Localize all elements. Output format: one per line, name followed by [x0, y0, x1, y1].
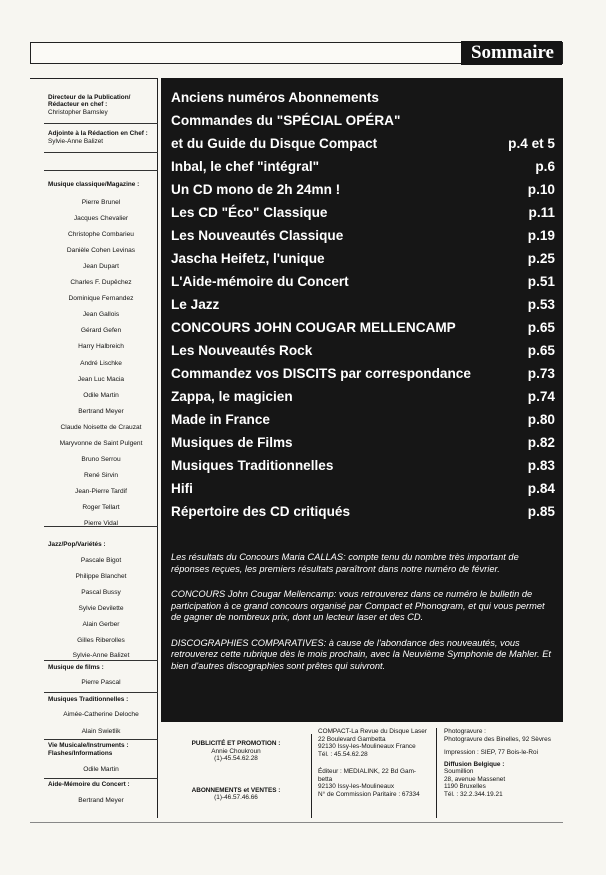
- toc-row: [171, 88, 555, 108]
- staff-sidebar: [30, 78, 158, 818]
- editeur-line: Éditeur : MEDIALINK, 22 Bd Gam-: [318, 768, 417, 775]
- staff-name: Sylvie-Anne Balizet: [72, 652, 130, 660]
- abo-phone: (1)-46.57.46.66: [214, 794, 258, 801]
- staff-name: Gilles Riberolles: [77, 636, 125, 644]
- toc-row: [171, 249, 555, 269]
- staff-name: Charles F. Dupêchez: [70, 279, 132, 287]
- staff-name: Danièle Cohen Levinas: [66, 247, 136, 255]
- staff-name: Gérard Gefen: [80, 327, 122, 335]
- aide-name: Bertrand Meyer: [78, 797, 124, 804]
- editeur-line: betta: [318, 775, 333, 783]
- note-callas: Les résultats du Concours Maria CALLAS: compte tenu du nombre très important de réponses reçues, les premiers résultats paraîtront dans notre numéro de février.: [171, 552, 519, 574]
- staff-name: Pierre Vidal: [84, 520, 118, 527]
- footer-contacts: [161, 734, 312, 818]
- staff-name: Odile Martin: [83, 391, 119, 399]
- films-label: Musique de films :: [48, 664, 104, 671]
- toc-page: p.73: [527, 366, 555, 381]
- diffusion-label: Diffusion Belgique :: [444, 760, 505, 768]
- divider: [44, 778, 158, 779]
- toc-page: p.85: [527, 504, 555, 519]
- footer-publisher: [318, 728, 437, 818]
- toc-title: et du Guide du Disque Compact: [171, 136, 378, 151]
- toc-row: [171, 502, 555, 522]
- toc-row: [171, 203, 555, 223]
- toc-title: Inbal, le chef "intégral": [171, 159, 320, 174]
- adjointe-name: Sylvie-Anne Balizet: [48, 138, 104, 145]
- header-bar: [30, 42, 563, 64]
- adjointe-label: Adjointe à la Rédaction en Chef :: [48, 130, 148, 137]
- editeur-line: N° de Commission Paritaire : 67334: [318, 790, 420, 798]
- toc-row: [171, 341, 555, 361]
- staff-name: Jacques Chevalier: [73, 215, 129, 223]
- toc-title: Commandez vos DISCITS par correspondance: [171, 366, 471, 381]
- vie-label-2: Flashes/Informations: [48, 750, 113, 757]
- divider: [44, 692, 158, 693]
- impression-line: Impression : SIEP, 77 Bois-le-Roi: [444, 749, 539, 756]
- trad-label: Musiques Traditionnelles :: [48, 696, 129, 703]
- toc-title: Le Jazz: [171, 297, 220, 312]
- staff-name: Pascal Bussy: [81, 588, 121, 596]
- photo-line: Photogravure des Binelles, 92 Sèvres: [444, 735, 551, 743]
- toc-page: p.19: [527, 228, 555, 243]
- divider: [44, 123, 158, 124]
- aide-label: Aide-Mémoire du Concert :: [48, 781, 130, 788]
- vie-label: Vie Musicale/Instruments :: [48, 742, 129, 749]
- toc-row: [171, 433, 555, 453]
- toc-row: [171, 134, 555, 154]
- staff-name: Maryvonne de Saint Pulgent: [59, 439, 143, 447]
- toc-title: Les Nouveautés Classique: [171, 228, 344, 243]
- toc-title: Musiques de Films: [171, 435, 293, 450]
- directeur-label: Directeur de la Publication/: [48, 94, 131, 101]
- compact-line: 92130 Issy-les-Moulineaux France: [318, 743, 416, 750]
- staff-name: Pierre Brunel: [81, 199, 121, 206]
- staff-name: Jean Luc Macia: [77, 375, 125, 383]
- toc-page: p.82: [527, 435, 555, 450]
- toc-page: p.80: [527, 412, 555, 427]
- toc-row: [171, 111, 555, 131]
- staff-name: Alain Gerber: [82, 620, 120, 628]
- toc-page: p.6: [535, 159, 555, 174]
- toc-row: [171, 180, 555, 200]
- directeur-label-2: Rédacteur en chef :: [48, 101, 108, 108]
- compact-line: Tél. : 45.54.62.28: [318, 750, 368, 758]
- toc-page: p.65: [527, 320, 555, 335]
- staff-name: René Sirvin: [83, 471, 119, 479]
- toc-title: CONCOURS JOHN COUGAR MELLENCAMP: [171, 320, 456, 335]
- toc-row: [171, 410, 555, 430]
- toc-page: p.4 et 5: [508, 136, 555, 151]
- sidebar-top-rule: [30, 78, 158, 79]
- staff-name: Bruno Serrou: [81, 455, 121, 463]
- staff-name: André Lischke: [80, 359, 122, 367]
- staff-name: Pascale Bigot: [80, 557, 122, 564]
- toc-row: [171, 272, 555, 292]
- toc-page: p.74: [527, 389, 555, 404]
- compact-line: 22 Boulevard Gambetta: [318, 735, 386, 743]
- bottom-rule: [30, 822, 563, 823]
- toc-row: [171, 364, 555, 384]
- films-name: Pierre Pascal: [81, 679, 121, 686]
- diffusion-line: Soumillion: [444, 768, 474, 775]
- toc-title: Made in France: [171, 412, 270, 427]
- toc-row: [171, 157, 555, 177]
- classique-label: Musique classique/Magazine :: [48, 181, 140, 188]
- toc-page: p.25: [527, 251, 555, 266]
- trad-name-2: Alain Swietlik: [81, 728, 121, 735]
- directeur-name: Christopher Barnsley: [48, 109, 108, 116]
- toc-title: L'Aide-mémoire du Concert: [171, 274, 349, 289]
- vie-name: Odile Martin: [83, 766, 119, 773]
- pub-phone: (1)-45.54.62.28: [214, 755, 258, 762]
- toc-row: [171, 479, 555, 499]
- staff-name: Bertrand Meyer: [78, 407, 124, 415]
- footer-print: [444, 728, 564, 818]
- notes: [171, 552, 557, 686]
- staff-name: Jean Gallois: [82, 311, 120, 319]
- divider: [44, 170, 158, 171]
- photo-line: Photogravure :: [444, 728, 486, 735]
- staff-name: Roger Tellart: [82, 503, 120, 511]
- toc-page: p.84: [527, 481, 555, 496]
- divider: [44, 526, 158, 527]
- divider: [44, 739, 158, 740]
- staff-name: Sylvie Devilette: [78, 604, 124, 612]
- trad-name-1: Aimée-Catherine Deloche: [63, 711, 139, 718]
- staff-name: Jean Dupart: [83, 263, 119, 271]
- toc-title: Jascha Heifetz, l'unique: [171, 251, 325, 266]
- diffusion-line: 1190 Bruxelles: [444, 783, 486, 790]
- toc-page: p.11: [528, 205, 555, 220]
- staff-name: Harry Halbreich: [78, 343, 124, 351]
- toc-title: Commandes du "SPÉCIAL OPÉRA": [171, 113, 401, 128]
- staff-name: Christophe Combarieu: [68, 231, 134, 239]
- toc-title: Zappa, le magicien: [171, 389, 293, 404]
- staff-name: Jean-Pierre Tardif: [75, 487, 127, 495]
- diffusion-line: 28, avenue Massenet: [444, 775, 506, 783]
- toc-page: p.10: [527, 182, 555, 197]
- toc-row: [171, 456, 555, 476]
- toc-row: [171, 295, 555, 315]
- toc-page: p.51: [527, 274, 555, 289]
- toc-page: p.65: [527, 343, 555, 358]
- pub-name: Annie Choukroun: [211, 747, 261, 755]
- toc-title: Répertoire des CD critiqués: [171, 504, 351, 519]
- abo-label: ABONNEMENTS et VENTES :: [191, 786, 281, 794]
- toc-title: Les Nouveautés Rock: [171, 343, 313, 358]
- toc-page: p.83: [527, 458, 555, 473]
- toc-title: Les CD "Éco" Classique: [171, 205, 328, 220]
- toc-title: Un CD mono de 2h 24mn !: [171, 182, 341, 197]
- note-discographies: DISCOGRAPHIES COMPARATIVES: à cause de l'abondance des nouveautés, vous retrouverez cette rubrique dès le mois prochain, avec la Neuvième Symphonie de Mahler. Et bien d'autres discographies sont prêtes qui suivront.: [171, 637, 551, 671]
- jazz-label: Jazz/Pop/Variétés :: [48, 541, 106, 548]
- staff-name: Dominique Fernandez: [68, 295, 134, 303]
- toc-row: [171, 318, 555, 338]
- compact-line: COMPACT-La Revue du Disque Laser: [318, 728, 427, 735]
- staff-name: Philippe Blanchet: [75, 572, 127, 580]
- staff-name: Claude Noisette de Crauzat: [60, 423, 142, 431]
- toc-row: [171, 387, 555, 407]
- editeur-line: 92130 Issy-les-Moulineaux: [318, 783, 395, 790]
- toc-title: Anciens numéros Abonnements: [171, 90, 379, 105]
- toc-page: p.53: [527, 297, 555, 312]
- toc-title: Musiques Traditionnelles: [171, 458, 334, 473]
- divider: [44, 152, 158, 153]
- contents-panel: [161, 78, 563, 722]
- pub-label: PUBLICITÉ ET PROMOTION :: [191, 740, 281, 747]
- toc-title: Hifi: [171, 481, 193, 496]
- divider: [44, 660, 158, 661]
- page-title: Sommaire: [461, 41, 562, 65]
- toc-row: [171, 226, 555, 246]
- diffusion-line: Tél. : 32.2.344.19.21: [444, 790, 503, 798]
- note-concours: CONCOURS John Cougar Mellencamp: vous retrouverez dans ce numéro le bulletin de participation à ce grand concours organisé par Compact et Phonogram, et qui vous permet de gagner de nombreux prix, dont un lecteur laser et des CD.: [171, 589, 545, 622]
